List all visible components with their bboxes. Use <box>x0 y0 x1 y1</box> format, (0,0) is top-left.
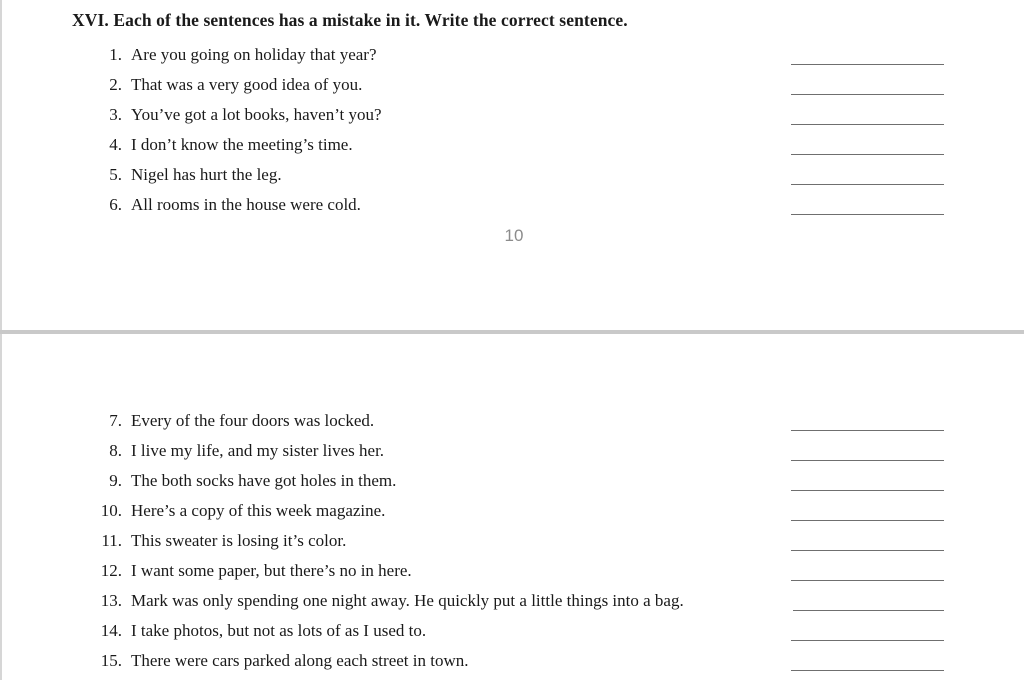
question-number: 15. <box>100 651 122 670</box>
question-row <box>0 406 1024 436</box>
question-number: 9. <box>109 471 122 490</box>
answer-write-in-line[interactable] <box>791 184 944 185</box>
question-row <box>0 646 1024 676</box>
question-row <box>0 436 1024 466</box>
question-row <box>0 616 1024 646</box>
page-number-marker: 10 <box>504 226 524 245</box>
question-number: 5. <box>109 165 122 184</box>
answer-write-in-line[interactable] <box>791 214 944 215</box>
answer-write-in-line[interactable] <box>791 670 944 671</box>
question-row <box>0 496 1024 526</box>
question-sentence: There were cars parked along each street in town. <box>131 651 469 670</box>
question-number: 2. <box>109 75 122 94</box>
question-sentence: I live my life, and my sister lives her. <box>131 441 385 460</box>
question-number: 7. <box>109 411 122 430</box>
question-row <box>0 40 1024 70</box>
question-number: 11. <box>101 531 122 550</box>
question-number: 12. <box>100 561 122 580</box>
answer-write-in-line[interactable] <box>791 550 944 551</box>
question-number: 3. <box>109 105 122 124</box>
question-row <box>0 100 1024 130</box>
question-sentence: Are you going on holiday that year? <box>131 45 377 64</box>
question-sentence: Mark was only spending one night away. He quickly put a little things into a bag. <box>131 591 684 610</box>
answer-write-in-line[interactable] <box>791 94 944 95</box>
answer-write-in-line[interactable] <box>791 430 944 431</box>
answer-write-in-line[interactable] <box>791 460 944 461</box>
question-sentence: Every of the four doors was locked. <box>131 411 375 430</box>
question-row <box>0 586 1024 616</box>
question-sentence: The both socks have got holes in them. <box>131 471 397 490</box>
answer-write-in-line[interactable] <box>791 490 944 491</box>
question-row <box>0 556 1024 586</box>
question-sentence: All rooms in the house were cold. <box>131 195 361 214</box>
question-number: 14. <box>100 621 122 640</box>
question-sentence: You’ve got a lot books, haven’t you? <box>131 105 382 124</box>
question-sentence: I take photos, but not as lots of as I used to. <box>131 621 427 640</box>
question-row <box>0 466 1024 496</box>
question-row <box>0 190 1024 220</box>
question-number: 10. <box>100 501 122 520</box>
answer-write-in-line[interactable] <box>791 124 944 125</box>
question-sentence: Nigel has hurt the leg. <box>131 165 282 184</box>
question-number: 1. <box>109 45 122 64</box>
exercise-heading: XVI. Each of the sentences has a mistake in it. Write the correct sentence. <box>72 10 628 30</box>
question-sentence: That was a very good idea of you. <box>131 75 363 94</box>
question-number: 8. <box>109 441 122 460</box>
answer-write-in-line[interactable] <box>791 640 944 641</box>
question-row <box>0 526 1024 556</box>
answer-write-in-line[interactable] <box>793 610 944 611</box>
question-sentence: I want some paper, but there’s no in here. <box>131 561 412 580</box>
question-row <box>0 160 1024 190</box>
answer-write-in-line[interactable] <box>791 520 944 521</box>
question-sentence: I don’t know the meeting’s time. <box>131 135 353 154</box>
question-sentence: This sweater is losing it’s color. <box>131 531 347 550</box>
question-number: 4. <box>109 135 122 154</box>
question-number: 13. <box>100 591 122 610</box>
question-list-top <box>0 40 1024 220</box>
question-list-bottom <box>0 406 1024 676</box>
question-row <box>0 130 1024 160</box>
question-row <box>0 70 1024 100</box>
question-sentence: Here’s a copy of this week magazine. <box>131 501 386 520</box>
question-number: 6. <box>109 195 122 214</box>
answer-write-in-line[interactable] <box>791 154 944 155</box>
answer-write-in-line[interactable] <box>791 64 944 65</box>
answer-write-in-line[interactable] <box>791 580 944 581</box>
